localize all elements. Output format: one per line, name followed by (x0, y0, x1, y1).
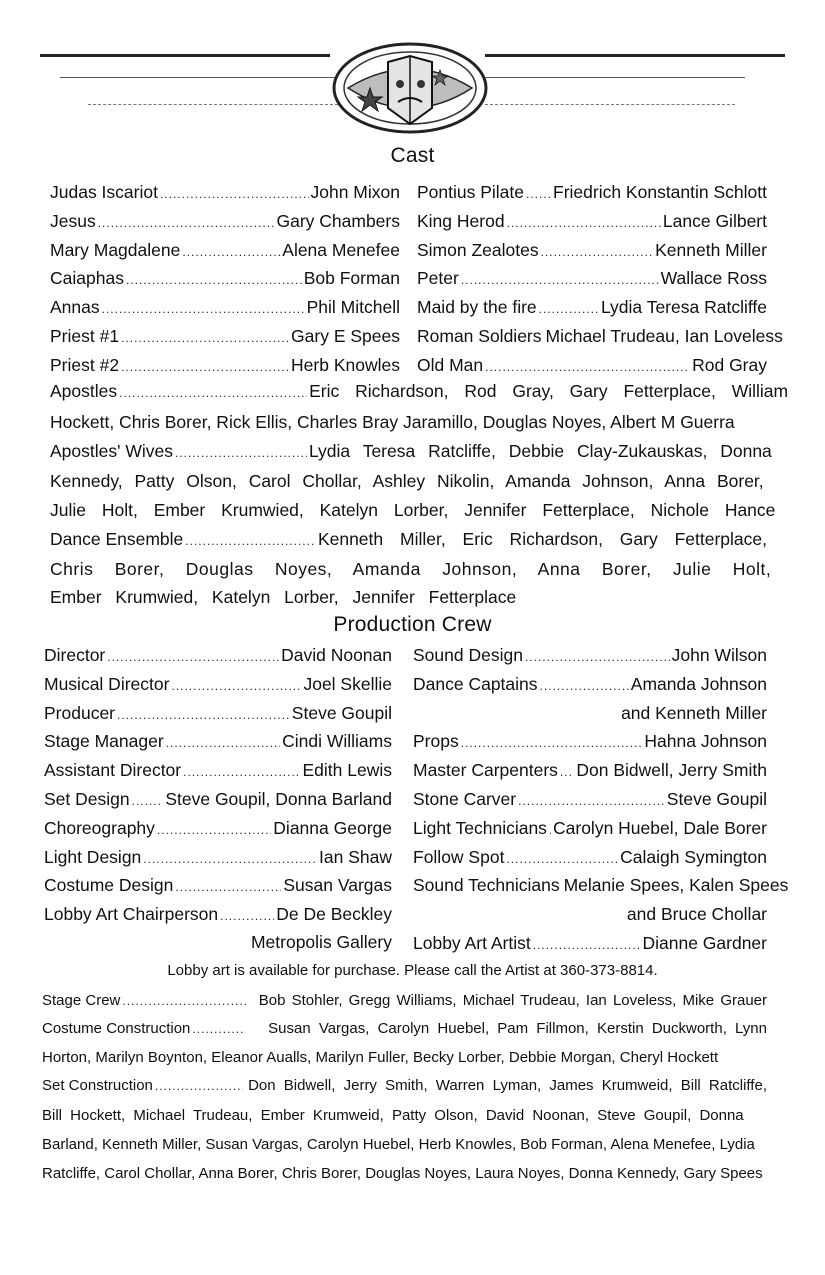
leader-dots (166, 729, 280, 757)
role-label: Judas Iscariot (50, 182, 158, 202)
lobby-art-note: Lobby art is available for purchase. Please call the Artist at 360-373-8814. (167, 962, 658, 979)
role-label: Apostles (50, 381, 118, 401)
role-label: Priest #2 (50, 354, 120, 375)
actor-names: Lydia Teresa Ratcliffe, Debbie Clay-Zukauskas, Donna (308, 441, 772, 461)
leader-dots (518, 787, 665, 815)
cast-row (50, 236, 400, 264)
role-label: Apostles' Wives (50, 441, 173, 461)
header-rule-right-thin (485, 77, 745, 78)
role-label: Light Design (44, 846, 142, 867)
person-name: Steve Goupil (291, 702, 392, 723)
crew-row (44, 641, 392, 669)
person-name: Calaigh Symington (620, 846, 767, 867)
role-label: Sound Design (413, 645, 523, 665)
leader-dots (192, 1016, 244, 1042)
leader-dots (160, 180, 309, 208)
leader-dots (461, 729, 643, 757)
role-label: Assistant Director (44, 760, 182, 781)
person-name: Don Bidwell, Jerry Smith (576, 760, 767, 781)
crew-names: Bob Stohler, Gregg Williams, Michael Trudeau, Ian Loveless, Mike Grauer (258, 992, 767, 1009)
cast-row-apostles (50, 377, 789, 405)
cast-row (50, 207, 400, 235)
leader-dots (560, 758, 574, 786)
role-label: Choreography (44, 817, 155, 838)
dance-line-2: Ember Krumwied, Katelyn Lorber, Jennifer Fetterplace (50, 587, 517, 607)
role-label: Props (413, 731, 459, 752)
leader-dots (182, 238, 280, 266)
person-name: Steve Goupil, Donna Barland (165, 789, 392, 809)
apostles-line-1: Hockett, Chris Borer, Rick Ellis, Charles Bray Jaramillo, Douglas Noyes, Albert M Guerra (50, 412, 735, 432)
role-label: Caiaphas (50, 268, 124, 289)
crew-row (44, 900, 392, 928)
crew-row (413, 871, 789, 899)
crew-names: Don Bidwell, Jerry Smith, Warren Lyman, James Krumweid, Bill Ratcliffe, (248, 1077, 767, 1094)
role-label: Sound Technicians (413, 875, 560, 896)
leader-dots (126, 266, 302, 294)
cast-row (50, 322, 400, 350)
cast-row (417, 178, 767, 206)
cast-row (417, 236, 767, 264)
leader-dots (549, 816, 551, 844)
role-label: Musical Director (44, 673, 170, 694)
header-rule-left-thin (60, 77, 335, 78)
person-name: Dianna George (273, 817, 392, 838)
leader-dots (143, 845, 317, 873)
role-label: Maid by the fire (417, 297, 537, 318)
crew-row-stage-crew (42, 988, 767, 1014)
crew-row (44, 871, 392, 899)
role-label: Set Design (44, 789, 130, 809)
leader-dots (539, 295, 599, 323)
leader-dots (506, 845, 618, 873)
crew-row (44, 727, 392, 755)
crew-row (44, 814, 392, 842)
cast-row (50, 293, 400, 321)
leader-dots (526, 180, 551, 208)
person-name: John Mixon (310, 182, 400, 202)
leader-dots (507, 209, 661, 237)
person-name: and Kenneth Miller (621, 702, 767, 723)
person-name: Dianne Gardner (642, 933, 767, 953)
cast-row (417, 293, 767, 321)
crew-row (44, 843, 392, 871)
role-label: Light Technicians (413, 817, 547, 838)
role-label: Director (44, 645, 106, 665)
role-label: Old Man (417, 354, 484, 375)
role-label: Dance Captains (413, 673, 538, 694)
actor-names: Kenneth Miller, Eric Richardson, Gary Fetterplace, (317, 529, 767, 549)
role-label: Lobby Art Chairperson (44, 904, 219, 925)
leader-dots (540, 672, 629, 700)
leader-dots (175, 873, 281, 901)
person-name: John Wilson (671, 645, 767, 665)
person-name: Gary E Spees (291, 326, 400, 346)
leader-dots (98, 209, 275, 237)
leader-dots (541, 238, 654, 266)
leader-dots (525, 643, 670, 671)
cast-title: Cast (390, 144, 435, 167)
set-line-2: Barland, Kenneth Miller, Susan Vargas, Carolyn Huebel, Herb Knowles, Bob Forman, Alena Menefee, Lydia (42, 1136, 755, 1153)
role-label: Set Construction (42, 1077, 153, 1094)
crew-row (413, 641, 767, 669)
crew-row-costume-construction (42, 1016, 767, 1042)
header-ornament (40, 40, 785, 140)
role-label: Roman Soldiers (417, 326, 542, 346)
person-name: Cindi Williams (282, 731, 392, 752)
leader-dots (132, 787, 164, 815)
cast-row-dance-ensemble (50, 525, 767, 553)
role-label: Mary Magdalene (50, 239, 181, 260)
crew-row (413, 727, 767, 755)
person-name: Phil Mitchell (306, 297, 400, 318)
lobby-art-gallery: Metropolis Gallery (250, 932, 392, 952)
role-label: Pontius Pilate (417, 182, 525, 202)
crew-row (413, 785, 767, 813)
leader-dots (461, 266, 659, 294)
person-name: Ian Shaw (319, 846, 392, 867)
cast-row (50, 264, 400, 292)
person-name: Susan Vargas (283, 875, 392, 896)
person-name: Hahna Johnson (644, 731, 767, 752)
crew-row (44, 756, 392, 784)
leader-dots (155, 1073, 243, 1099)
leader-dots (185, 527, 315, 555)
role-label: Annas (50, 297, 100, 318)
leader-dots (102, 295, 305, 323)
wives-line-2: Julie Holt, Ember Krumwied, Katelyn Lorber, Jennifer Fetterplace, Nichole Hance (50, 500, 776, 520)
cast-row (417, 322, 783, 350)
leader-dots (533, 931, 641, 959)
person-name: Carolyn Huebel, Dale Borer (553, 817, 767, 838)
leader-dots (121, 324, 289, 352)
role-label: Stage Crew (42, 992, 121, 1009)
role-label: Lobby Art Artist (413, 933, 531, 953)
role-label: Producer (44, 702, 116, 723)
cast-row (417, 264, 767, 292)
person-name: Amanda Johnson (630, 673, 767, 694)
role-label: Follow Spot (413, 846, 505, 867)
leader-dots (107, 643, 279, 671)
header-rule-right-dotted (485, 104, 735, 105)
person-name: David Noonan (281, 645, 392, 665)
set-line-1: Bill Hockett, Michael Trudeau, Ember Krumweid, Patty Olson, David Noonan, Steve Goupil, Donna (42, 1107, 744, 1124)
role-label: Jesus (50, 210, 96, 231)
emblem-icon (330, 40, 490, 140)
wives-line-1: Kennedy, Patty Olson, Carol Chollar, Ashley Nikolin, Amanda Johnson, Anna Borer, (50, 471, 764, 491)
cast-row (50, 351, 400, 379)
person-name: Michael Trudeau, Ian Loveless (545, 326, 783, 346)
person-name: Friedrich Konstantin Schlott (553, 182, 767, 202)
header-rule-left-dotted (88, 104, 338, 105)
person-name: Herb Knowles (291, 354, 400, 375)
crew-row (413, 699, 767, 727)
cast-row (50, 178, 400, 206)
crew-row (44, 670, 392, 698)
cast-row-apostles-wives (50, 437, 772, 465)
role-label: Simon Zealotes (417, 239, 539, 260)
crew-row (413, 756, 767, 784)
person-name: Rod Gray (692, 354, 767, 375)
person-name: Alena Menefee (282, 239, 400, 260)
header-rule-left (40, 54, 330, 57)
person-name: Lydia Teresa Ratcliffe (600, 297, 767, 318)
header-rule-right (485, 54, 785, 57)
leader-dots (119, 379, 307, 407)
crew-row (413, 814, 767, 842)
person-name: and Bruce Chollar (626, 904, 767, 925)
role-label: Peter (417, 268, 459, 289)
costume-line-1: Horton, Marilyn Boynton, Eleanor Aualls, Marilyn Fuller, Becky Lorber, Debbie Morgan, Cheryl Hockett (42, 1049, 719, 1066)
actor-names: Eric Richardson, Rod Gray, Gary Fetterplace, William (309, 381, 789, 401)
role-label: Dance Ensemble (50, 529, 184, 549)
role-label: King Herod (417, 210, 505, 231)
cast-row (417, 207, 767, 235)
crew-names: Susan Vargas, Carolyn Huebel, Pam Fillmon, Kerstin Duckworth, Lynn (268, 1020, 767, 1037)
person-name: Melanie Spees, Kalen Spees (563, 875, 789, 896)
leader-dots (183, 758, 300, 786)
role-label: Priest #1 (50, 326, 120, 346)
crew-row (44, 785, 392, 813)
role-label: Costume Construction (42, 1020, 191, 1037)
dance-line-1: Chris Borer, Douglas Noyes, Amanda Johnson, Anna Borer, Julie Holt, (50, 559, 772, 579)
crew-title: Production Crew (333, 613, 492, 636)
crew-row (413, 670, 767, 698)
person-name: Gary Chambers (276, 210, 400, 231)
leader-dots (122, 988, 248, 1014)
set-line-3: Ratcliffe, Carol Chollar, Anna Borer, Chris Borer, Douglas Noyes, Laura Noyes, Donna Kennedy, Gary Spees (42, 1165, 763, 1182)
role-label: Master Carpenters (413, 760, 558, 781)
crew-row (413, 900, 767, 928)
crew-row (44, 699, 392, 727)
crew-row (413, 843, 767, 871)
person-name: Edith Lewis (302, 760, 392, 781)
person-name: Joel Skellie (303, 673, 392, 694)
person-name: Kenneth Miller (655, 239, 767, 260)
leader-dots (175, 439, 307, 467)
person-name: Bob Forman (303, 268, 400, 289)
person-name: Wallace Ross (660, 268, 767, 289)
crew-row (413, 929, 767, 957)
person-name: Lance Gilbert (662, 210, 767, 231)
cast-row (417, 351, 767, 379)
role-label: Costume Design (44, 875, 174, 896)
leader-dots (117, 701, 290, 729)
leader-dots (157, 816, 271, 844)
crew-row-set-construction (42, 1073, 767, 1099)
person-name: Steve Goupil (666, 789, 767, 809)
role-label: Stone Carver (413, 789, 517, 809)
person-name: De De Beckley (276, 904, 392, 925)
role-label: Stage Manager (44, 731, 164, 752)
leader-dots (171, 672, 301, 700)
leader-dots (220, 902, 274, 930)
